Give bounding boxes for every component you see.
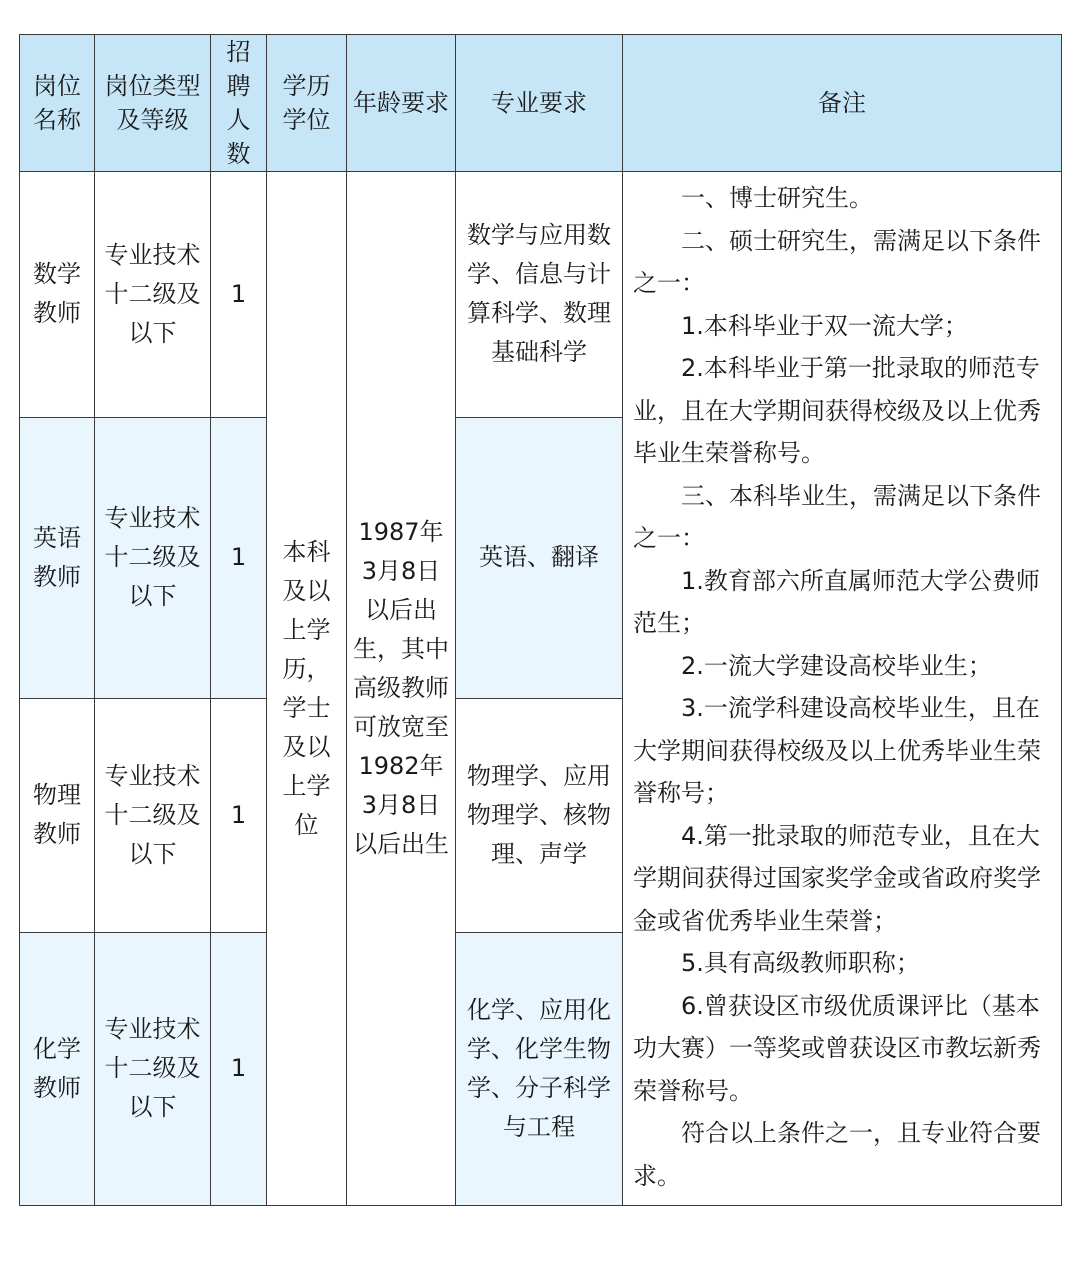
header-position: 岗位名称 bbox=[20, 35, 95, 172]
count-cell: 1 bbox=[211, 932, 267, 1205]
position-cell: 数学教师 bbox=[20, 172, 95, 418]
note-line: 3.一流学科建设高校毕业生，且在大学期间获得校级及以上优秀毕业生荣誉称号； bbox=[633, 694, 1041, 807]
type-level-cell: 专业技术十二级及以下 bbox=[95, 932, 211, 1205]
major-cell: 英语、翻译 bbox=[456, 417, 623, 698]
header-notes: 备注 bbox=[623, 35, 1062, 172]
note-line: 6.曾获设区市级优质课评比（基本功大赛）一等奖或曾获设区市教坛新秀荣誉称号。 bbox=[633, 991, 1041, 1105]
header-count: 招聘人数 bbox=[211, 35, 267, 172]
note-line: 一、博士研究生。 bbox=[681, 184, 873, 212]
type-level-cell: 专业技术十二级及以下 bbox=[95, 172, 211, 418]
position-cell: 英语教师 bbox=[20, 417, 95, 698]
count-cell: 1 bbox=[211, 699, 267, 933]
note-line: 三、本科毕业生，需满足以下条件之一： bbox=[633, 481, 1041, 552]
header-major: 专业要求 bbox=[456, 35, 623, 172]
header-type-level: 岗位类型及等级 bbox=[95, 35, 211, 172]
note-line: 符合以上条件之一，且专业符合要求。 bbox=[633, 1119, 1041, 1190]
note-line: 5.具有高级教师职称； bbox=[681, 949, 920, 977]
major-cell: 物理学、应用物理学、核物理、声学 bbox=[456, 699, 623, 933]
major-cell: 数学与应用数学、信息与计算科学、数理基础科学 bbox=[456, 172, 623, 418]
type-level-cell: 专业技术十二级及以下 bbox=[95, 699, 211, 933]
note-line: 二、硕士研究生，需满足以下条件之一： bbox=[633, 226, 1041, 297]
education-cell: 本科及以上学历，学士及以上学位 bbox=[267, 172, 347, 1206]
major-cell: 化学、应用化学、化学生物学、分子科学与工程 bbox=[456, 932, 623, 1205]
header-row bbox=[20, 35, 1062, 172]
position-cell: 物理教师 bbox=[20, 699, 95, 933]
note-line: 2.一流大学建设高校毕业生； bbox=[681, 651, 992, 680]
count-cell: 1 bbox=[211, 172, 267, 418]
table-row bbox=[20, 172, 1062, 418]
notes-cell bbox=[623, 172, 1062, 1206]
note-line: 4.第一批录取的师范专业，且在大学期间获得过国家奖学金或省政府奖学金或省优秀毕业生荣誉； bbox=[633, 821, 1041, 935]
header-age: 年龄要求 bbox=[347, 35, 456, 172]
count-cell: 1 bbox=[211, 417, 267, 698]
position-cell: 化学教师 bbox=[20, 932, 95, 1205]
note-line: 1.本科毕业于双一流大学； bbox=[681, 311, 968, 340]
note-line: 2.本科毕业于第一批录取的师范专业，且在大学期间获得校级及以上优秀毕业生荣誉称号。 bbox=[633, 354, 1041, 467]
age-cell: 1987年3月8日以后出生，其中高级教师可放宽至1982年3月8日以后出生 bbox=[347, 172, 456, 1206]
type-level-cell: 专业技术十二级及以下 bbox=[95, 417, 211, 698]
note-line: 1.教育部六所直属师范大学公费师范生； bbox=[633, 566, 1040, 637]
header-education: 学历学位 bbox=[267, 35, 347, 172]
recruitment-table bbox=[19, 34, 1062, 1206]
